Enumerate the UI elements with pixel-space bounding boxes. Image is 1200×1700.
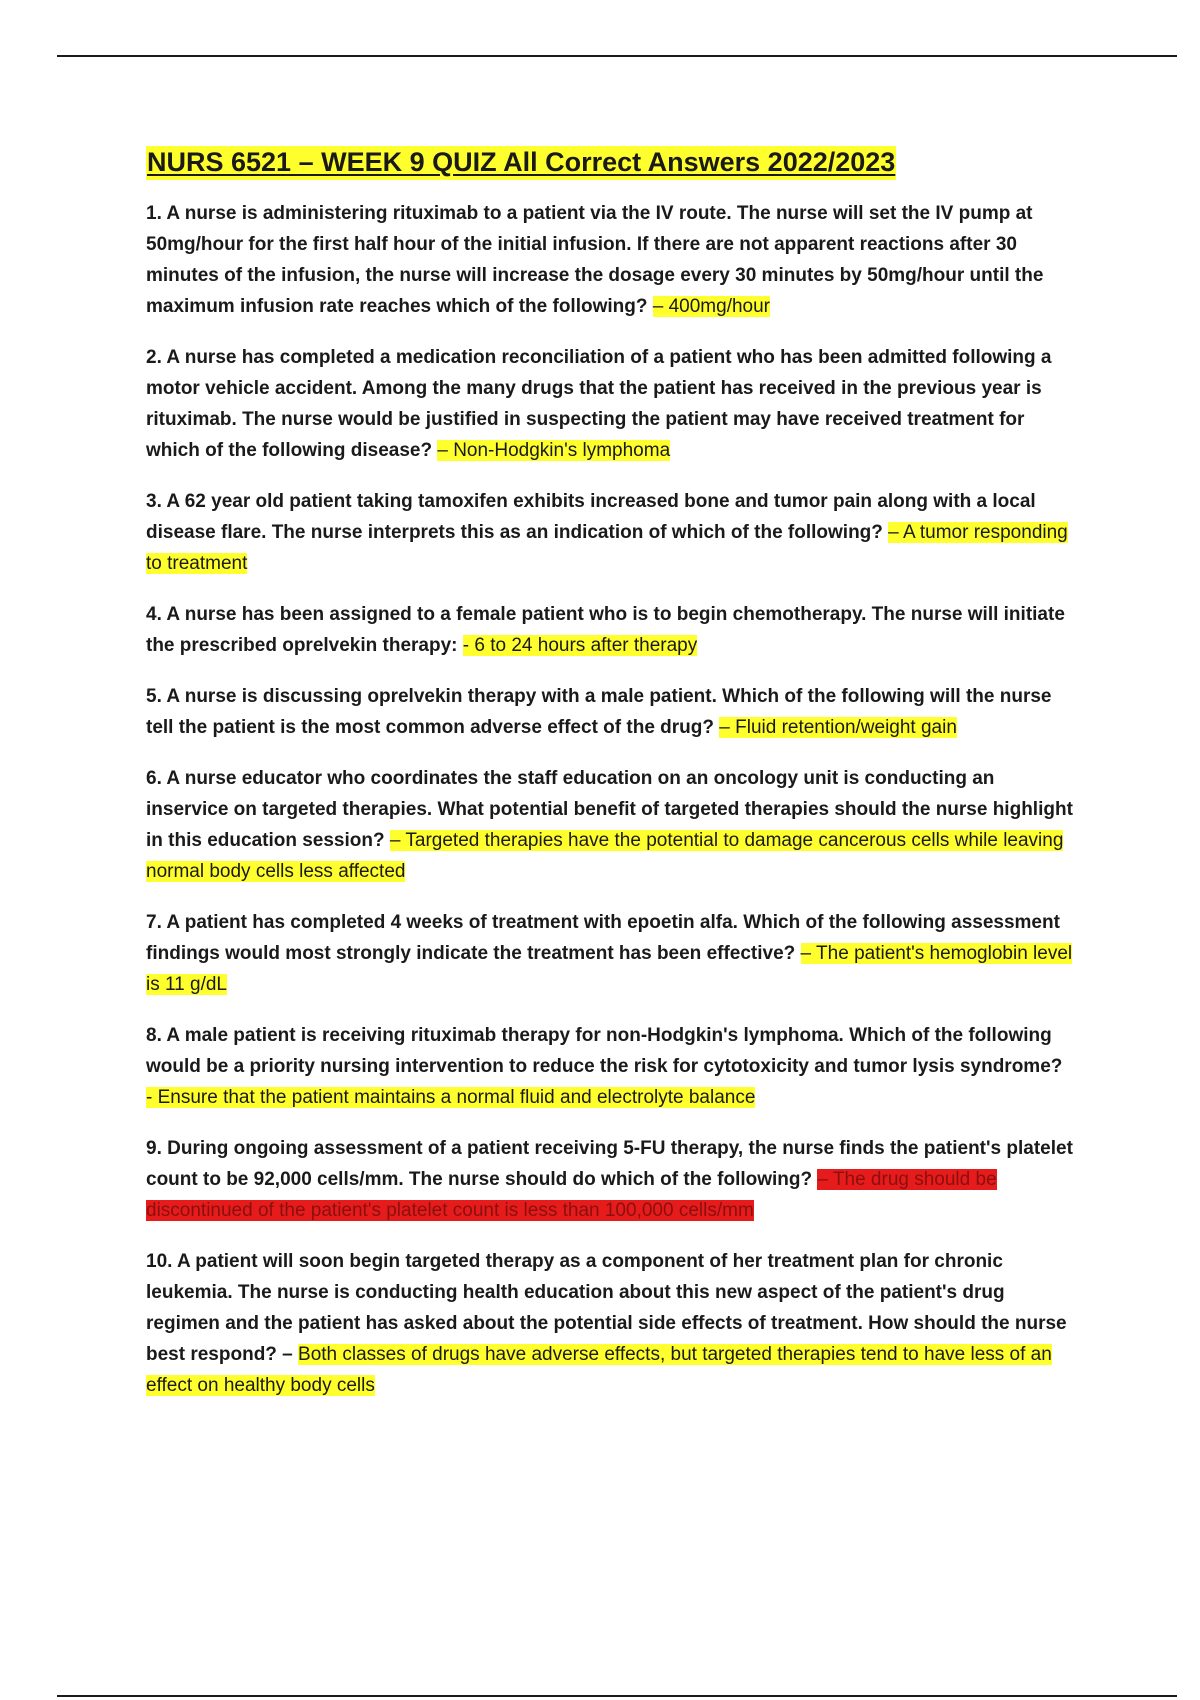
bottom-rule	[57, 1695, 1177, 1697]
question-text: 1. A nurse is administering rituximab to a patient via the IV route. The nurse will set the IV pump at 50mg/hour for the first half hour of the initial infusion. If there are not apparent reactions after 30 minutes of the infusion, the nurse will increase the dosage every 30 minutes by 50mg/hour until the maximum infusion rate reaches which of the following?	[146, 202, 1044, 317]
answer-text: – The patient's hemoglobin level is 11 g/dL	[146, 942, 1073, 995]
qa-item-1	[146, 198, 1076, 322]
title-text: NURS 6521 – WEEK 9 QUIZ All Correct Answers 2022/2023	[146, 146, 896, 180]
page-title	[146, 146, 1076, 198]
qa-item-9	[146, 1133, 1076, 1226]
qa-item-3	[146, 486, 1076, 579]
answer-text: – Fluid retention/weight gain	[719, 716, 957, 738]
answer-text: - Ensure that the patient maintains a normal fluid and electrolyte balance	[146, 1086, 756, 1108]
document-body	[146, 146, 1076, 1421]
question-text: 8. A male patient is receiving rituximab therapy for non-Hodgkin's lymphoma. Which of the following would be a priority nursing intervention to reduce the risk for cytotoxicity and tumor lysis syndrome?	[146, 1024, 1063, 1077]
answer-text: Both classes of drugs have adverse effects, but targeted therapies tend to have less of an effect on healthy body cells	[146, 1343, 1052, 1396]
question-text: 3. A 62 year old patient taking tamoxifen exhibits increased bone and tumor pain along with a local disease flare. The nurse interprets this as an indication of which of the following?	[146, 490, 1036, 543]
qa-item-4	[146, 599, 1076, 661]
answer-text: - 6 to 24 hours after therapy	[462, 634, 698, 656]
answer-text: – A tumor responding to treatment	[146, 521, 1068, 574]
qa-item-5	[146, 681, 1076, 743]
answer-text: – 400mg/hour	[652, 295, 770, 317]
question-text: 7. A patient has completed 4 weeks of treatment with epoetin alfa. Which of the following assessment findings would most strongly indicate the treatment has been effective?	[146, 911, 1060, 964]
qa-item-8	[146, 1020, 1076, 1113]
top-rule	[57, 55, 1177, 57]
qa-item-10	[146, 1246, 1076, 1401]
qa-item-6	[146, 763, 1076, 887]
question-text: 6. A nurse educator who coordinates the staff education on an oncology unit is conducting an inservice on targeted therapies. What potential benefit of targeted therapies should the nurse highlight in this education session?	[146, 767, 1073, 851]
question-text: 4. A nurse has been assigned to a female patient who is to begin chemotherapy. The nurse will initiate the prescribed oprelvekin therapy:	[146, 603, 1065, 656]
answer-text: – The drug should be discontinued of the patient's platelet count is less than 100,000 cells/mm	[146, 1168, 997, 1221]
answer-text: – Targeted therapies have the potential to damage cancerous cells while leaving normal body cells less affected	[146, 829, 1064, 882]
question-text: 5. A nurse is discussing oprelvekin therapy with a male patient. Which of the following will the nurse tell the patient is the most common adverse effect of the drug?	[146, 685, 1052, 738]
answer-text: – Non-Hodgkin's lymphoma	[437, 439, 671, 461]
question-text: 2. A nurse has completed a medication reconciliation of a patient who has been admitted following a motor vehicle accident. Among the many drugs that the patient has received in the previous year is rituximab. The nurse would be justified in suspecting the patient may have received treatment for which of the following disease?	[146, 346, 1052, 461]
qa-item-7	[146, 907, 1076, 1000]
question-text: 10. A patient will soon begin targeted therapy as a component of her treatment plan for chronic leukemia. The nurse is conducting health education about this new aspect of the patient's drug regimen and the patient has asked about the potential side effects of treatment. How should the nurse best respond? –	[146, 1250, 1067, 1365]
question-text: 9. During ongoing assessment of a patient receiving 5-FU therapy, the nurse finds the patient's platelet count to be 92,000 cells/mm. The nurse should do which of the following?	[146, 1137, 1073, 1190]
qa-item-2	[146, 342, 1076, 466]
